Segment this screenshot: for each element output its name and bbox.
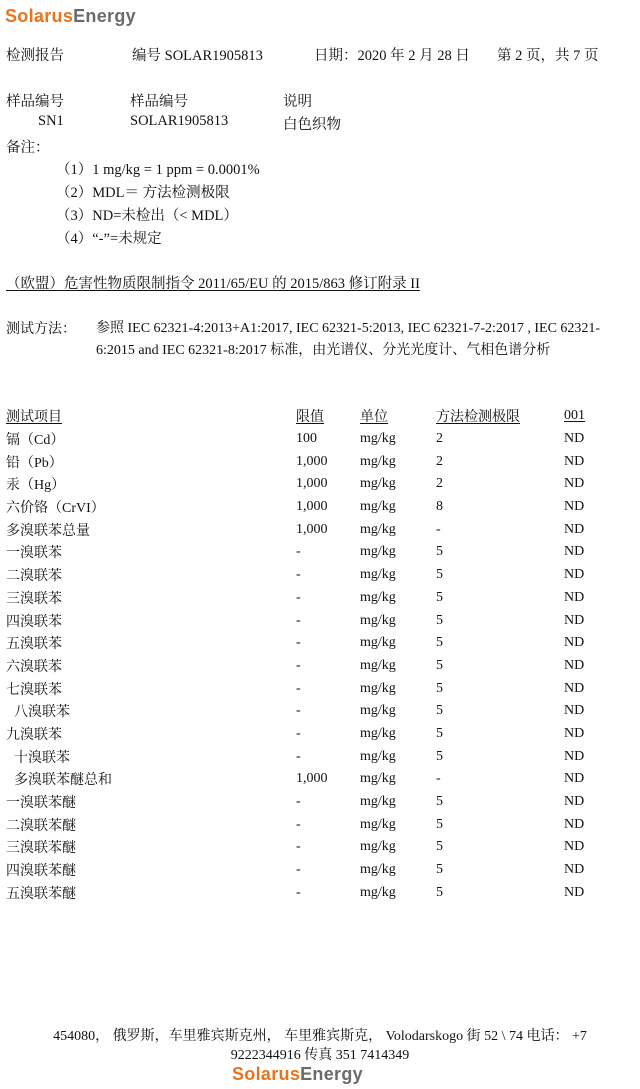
table-header-row	[6, 405, 624, 428]
cell-result: ND	[564, 431, 585, 447]
cell-mdl: 5	[436, 862, 443, 878]
cell-unit: mg/kg	[360, 884, 396, 900]
cell-mdl: 2	[436, 431, 443, 447]
table-row	[6, 632, 624, 655]
table-row	[6, 428, 624, 451]
sample-label-2: 样品编号	[130, 94, 188, 110]
cell-result: ND	[564, 567, 585, 583]
cell-unit: mg/kg	[360, 453, 396, 469]
note-item: （2）MDL＝ 方法检测极限	[56, 185, 230, 201]
cell-test-item: 十溴联苯	[14, 750, 70, 766]
sample-label-1: 样品编号	[6, 94, 64, 110]
cell-limit: -	[296, 589, 301, 605]
table-row	[6, 609, 624, 632]
cell-mdl: 5	[436, 748, 443, 764]
cell-result: ND	[564, 794, 585, 810]
cell-unit: mg/kg	[360, 703, 396, 719]
table-row	[6, 541, 624, 564]
cell-limit: -	[296, 703, 301, 719]
header-sample-001: 001	[564, 408, 585, 424]
sample-value-1: SN1	[38, 113, 64, 129]
table-row	[6, 587, 624, 610]
cell-test-item: 四溴联苯	[6, 614, 62, 630]
note-item: （1）1 mg/kg = 1 ppm = 0.0001%	[56, 162, 260, 178]
cell-limit: 1,000	[296, 521, 328, 537]
cell-test-item: 二溴联苯	[6, 569, 62, 585]
cell-mdl: 2	[436, 453, 443, 469]
table-row	[6, 473, 624, 496]
note-item: （4）“-”=未规定	[56, 231, 162, 247]
cell-limit: -	[296, 544, 301, 560]
brand-logo	[5, 6, 136, 27]
footer-contact: 9222344916 传真 351 7414349	[230, 1048, 410, 1063]
cell-mdl: 5	[436, 612, 443, 628]
cell-result: ND	[564, 680, 585, 696]
header-limit: 限值	[296, 410, 324, 426]
cell-limit: -	[296, 657, 301, 673]
cell-unit: mg/kg	[360, 680, 396, 696]
footer-address: 454080， 俄罗斯，车里雅宾斯克州， 车里雅宾斯克， Volodarskogo 街 52 \ 74 电话： +7	[53, 1029, 587, 1044]
cell-mdl: 5	[436, 839, 443, 855]
cell-mdl: 5	[436, 794, 443, 810]
table-row	[6, 791, 624, 814]
cell-test-item: 三溴联苯醚	[6, 841, 76, 857]
cell-test-item: 四溴联苯醚	[6, 864, 76, 880]
cell-limit: 1,000	[296, 771, 328, 787]
table-row	[6, 745, 624, 768]
table-row	[6, 881, 624, 904]
header-test-item: 测试项目	[6, 410, 62, 426]
cell-mdl: 5	[436, 635, 443, 651]
cell-limit: -	[296, 612, 301, 628]
page-indicator: 第 2 页，共 7 页	[497, 48, 599, 64]
cell-limit: -	[296, 816, 301, 832]
cell-limit: -	[296, 748, 301, 764]
cell-unit: mg/kg	[360, 544, 396, 560]
cell-test-item: 五溴联苯	[6, 637, 62, 653]
cell-limit: -	[296, 862, 301, 878]
brand-logo-part1: Solarus	[232, 1064, 301, 1084]
cell-unit: mg/kg	[360, 635, 396, 651]
table-row	[6, 564, 624, 587]
cell-limit: 1,000	[296, 453, 328, 469]
cell-mdl: -	[436, 521, 441, 537]
note-item: （3）ND=未检出（< MDL）	[56, 208, 238, 224]
cell-result: ND	[564, 839, 585, 855]
report-number: 编号 SOLAR1905813	[132, 48, 263, 64]
cell-test-item: 七溴联苯	[6, 682, 62, 698]
cell-result: ND	[564, 725, 585, 741]
table-row	[6, 723, 624, 746]
cell-mdl: 5	[436, 725, 443, 741]
table-row	[6, 813, 624, 836]
cell-unit: mg/kg	[360, 521, 396, 537]
cell-unit: mg/kg	[360, 657, 396, 673]
brand-logo-part1: Solarus	[5, 6, 74, 26]
cell-mdl: 5	[436, 884, 443, 900]
table-row	[6, 655, 624, 678]
cell-mdl: 8	[436, 499, 443, 515]
notes-label: 备注：	[6, 140, 50, 156]
cell-mdl: 5	[436, 703, 443, 719]
cell-unit: mg/kg	[360, 567, 396, 583]
cell-test-item: 多溴联苯总量	[6, 523, 90, 539]
cell-limit: -	[296, 725, 301, 741]
cell-test-item: 一溴联苯醚	[6, 796, 76, 812]
table-row	[6, 859, 624, 882]
cell-mdl: 5	[436, 657, 443, 673]
results-table	[6, 405, 624, 904]
sample-label-3: 说明	[283, 94, 312, 110]
cell-mdl: 5	[436, 544, 443, 560]
cell-result: ND	[564, 476, 585, 492]
method-label: 测试方法：	[6, 322, 76, 337]
cell-unit: mg/kg	[360, 476, 396, 492]
cell-test-item: 二溴联苯醚	[6, 818, 76, 834]
table-row	[6, 768, 624, 791]
cell-result: ND	[564, 453, 585, 469]
cell-test-item: 六溴联苯	[6, 659, 62, 675]
cell-unit: mg/kg	[360, 862, 396, 878]
cell-mdl: 5	[436, 816, 443, 832]
cell-mdl: -	[436, 771, 441, 787]
table-row	[6, 496, 624, 519]
cell-limit: -	[296, 680, 301, 696]
cell-unit: mg/kg	[360, 771, 396, 787]
cell-result: ND	[564, 771, 585, 787]
cell-test-item: 六价铬（CrVI）	[6, 501, 105, 517]
cell-test-item: 汞（Hg）	[6, 478, 66, 494]
cell-mdl: 5	[436, 680, 443, 696]
cell-result: ND	[564, 499, 585, 515]
method-text: 参照 IEC 62321-4:2013+A1:2017, IEC 62321-5:2013, IEC 62321-7-2:2017 , IEC 62321-6:2015 and IEC 62321-8:2017 标准，由光谱仪、分光光度计、气相色谱分析	[96, 321, 601, 358]
cell-limit: -	[296, 567, 301, 583]
cell-result: ND	[564, 521, 585, 537]
cell-test-item: 三溴联苯	[6, 591, 62, 607]
cell-unit: mg/kg	[360, 794, 396, 810]
report-date: 日期：2020 年 2 月 28 日	[314, 48, 470, 64]
header-unit: 单位	[360, 410, 388, 426]
cell-unit: mg/kg	[360, 612, 396, 628]
report-title: 检测报告	[6, 48, 64, 64]
cell-test-item: 铅（Pb）	[6, 455, 63, 471]
cell-unit: mg/kg	[360, 816, 396, 832]
sample-value-2: SOLAR1905813	[130, 113, 229, 129]
directive-heading: （欧盟）危害性物质限制指令 2011/65/EU 的 2015/863 修订附录 II	[6, 276, 420, 292]
cell-result: ND	[564, 544, 585, 560]
cell-unit: mg/kg	[360, 725, 396, 741]
cell-test-item: 多溴联苯醚总和	[14, 773, 112, 789]
cell-mdl: 5	[436, 567, 443, 583]
cell-unit: mg/kg	[360, 499, 396, 515]
header-mdl: 方法检测极限	[436, 410, 520, 426]
cell-limit: -	[296, 794, 301, 810]
table-row	[6, 450, 624, 473]
cell-result: ND	[564, 816, 585, 832]
table-row	[6, 836, 624, 859]
cell-limit: 100	[296, 431, 317, 447]
cell-test-item: 镉（Cd）	[6, 433, 65, 449]
sample-value-3: 白色织物	[283, 117, 341, 133]
cell-limit: 1,000	[296, 499, 328, 515]
brand-logo-part2: Energy	[300, 1064, 363, 1084]
cell-limit: 1,000	[296, 476, 328, 492]
cell-result: ND	[564, 703, 585, 719]
cell-result: ND	[564, 589, 585, 605]
cell-unit: mg/kg	[360, 589, 396, 605]
cell-result: ND	[564, 635, 585, 651]
cell-test-item: 一溴联苯	[6, 546, 62, 562]
cell-test-item: 五溴联苯醚	[6, 886, 76, 902]
cell-result: ND	[564, 862, 585, 878]
table-row	[6, 518, 624, 541]
cell-unit: mg/kg	[360, 748, 396, 764]
table-row	[6, 677, 624, 700]
cell-limit: -	[296, 635, 301, 651]
cell-result: ND	[564, 657, 585, 673]
brand-logo-part2: Energy	[73, 6, 136, 26]
cell-limit: -	[296, 884, 301, 900]
brand-logo-footer	[232, 1064, 363, 1085]
cell-test-item: 八溴联苯	[14, 705, 70, 721]
cell-limit: -	[296, 839, 301, 855]
cell-test-item: 九溴联苯	[6, 727, 62, 743]
cell-unit: mg/kg	[360, 839, 396, 855]
cell-unit: mg/kg	[360, 431, 396, 447]
cell-result: ND	[564, 612, 585, 628]
cell-result: ND	[564, 748, 585, 764]
cell-mdl: 2	[436, 476, 443, 492]
cell-result: ND	[564, 884, 585, 900]
table-row	[6, 700, 624, 723]
cell-mdl: 5	[436, 589, 443, 605]
